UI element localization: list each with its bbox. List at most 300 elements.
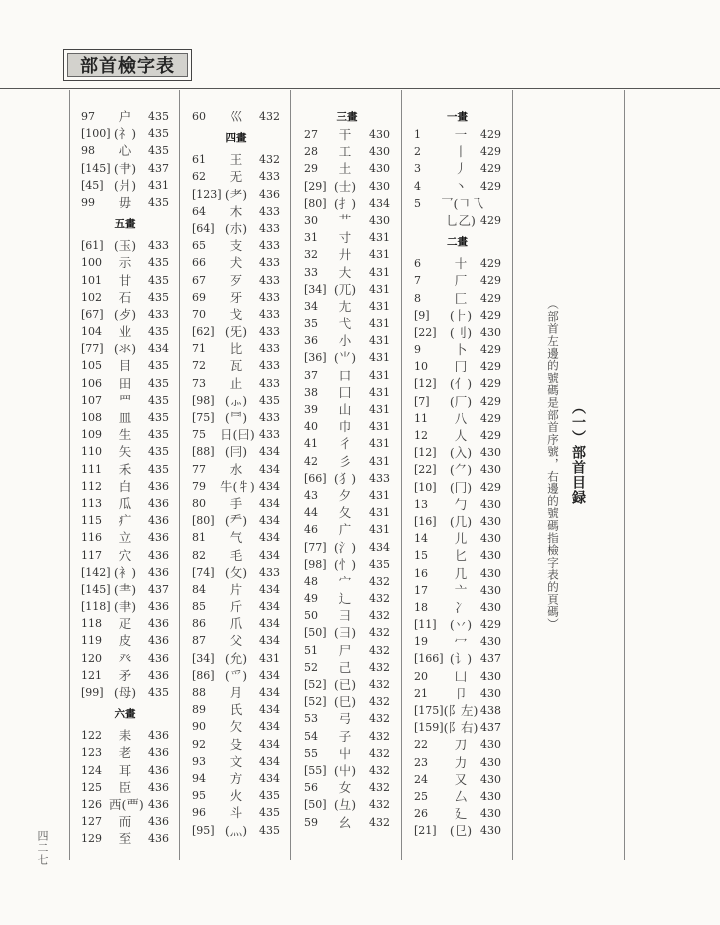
radical-entry [304, 418, 390, 435]
column-rule [69, 90, 70, 860]
radical-glyph: 卜 [454, 342, 468, 358]
page-reference: 436 [259, 187, 280, 201]
radical-glyph: 老 [118, 745, 132, 761]
radical-glyph: 十 [454, 256, 468, 272]
radical-glyph: 彐 [338, 608, 352, 624]
radical-entry [304, 126, 390, 143]
page-reference: 436 [148, 780, 169, 794]
page-reference: 432 [369, 678, 390, 691]
page-reference: 430 [480, 463, 501, 477]
radical-number: [123] [192, 187, 222, 201]
radical-number: 87 [192, 634, 206, 648]
radical-glyph: 甘 [118, 272, 132, 288]
radical-number: 117 [81, 548, 102, 562]
radical-glyph: 瓦 [229, 358, 243, 374]
radical-glyph: 业 [118, 324, 132, 340]
radical-entry [304, 332, 390, 349]
radical-entry [81, 744, 169, 761]
page-reference: 435 [148, 393, 169, 407]
radical-glyph: (玉) [113, 238, 137, 254]
radical-number: 64 [192, 204, 206, 218]
radical-entry [304, 229, 390, 246]
page-reference: 435 [148, 273, 169, 287]
radical-glyph: 疋 [118, 616, 132, 632]
page-reference: 430 [480, 824, 501, 838]
page-reference: 433 [259, 290, 280, 304]
radical-entry [192, 650, 280, 667]
radical-entry [81, 177, 169, 194]
page-reference: 429 [480, 618, 501, 632]
radical-entry [81, 409, 169, 426]
radical-entry [192, 108, 280, 125]
radical-number: 62 [192, 170, 206, 184]
radical-entry [192, 220, 280, 237]
radical-glyph: 尸 [338, 642, 352, 658]
radical-glyph: (阝右) [443, 720, 479, 736]
radical-entry [304, 573, 390, 590]
page-reference: 435 [148, 256, 169, 270]
radical-entry [192, 443, 280, 460]
radical-entry [304, 178, 390, 195]
page-reference: 434 [259, 617, 280, 631]
radical-entry [414, 272, 501, 289]
radical-glyph: (礻) [113, 126, 137, 142]
radical-number: [36] [304, 351, 327, 365]
radical-entry [192, 718, 280, 735]
radical-entry [81, 779, 169, 796]
radical-glyph: 毛 [229, 547, 243, 563]
radical-number: 126 [81, 797, 102, 811]
page-reference: 433 [259, 273, 280, 287]
radical-glyph: 歹 [229, 272, 243, 288]
radical-number: 2 [414, 145, 421, 159]
radical-glyph: 文 [229, 753, 243, 769]
radical-glyph: 至 [118, 831, 132, 847]
page-reference: 432 [369, 781, 390, 795]
radical-entry [81, 650, 169, 667]
radical-glyph: 皮 [118, 633, 132, 649]
radical-number: [75] [192, 411, 215, 424]
radical-entry [304, 607, 390, 624]
radical-entry [414, 307, 501, 324]
radical-number: 18 [414, 600, 428, 614]
radical-glyph: 囗 [338, 384, 352, 400]
radical-entry [192, 289, 280, 306]
radical-entry [304, 384, 390, 401]
radical-entry [304, 676, 390, 693]
radical-number: 43 [304, 488, 318, 502]
radical-entry [81, 443, 169, 460]
page-reference: 432 [369, 798, 390, 812]
radical-number: 106 [81, 376, 102, 390]
page-reference: 430 [480, 807, 501, 821]
radical-number: [74] [192, 565, 215, 579]
radical-number: [50] [304, 626, 327, 640]
radical-number: 109 [81, 428, 102, 442]
radical-number: [10] [414, 480, 437, 494]
radical-number: 53 [304, 712, 318, 726]
radical-glyph: 丨 [454, 144, 468, 160]
radical-glyph: 木 [229, 203, 243, 219]
radical-entry [414, 195, 501, 212]
radical-glyph: 屮 [338, 745, 352, 761]
page-reference: 434 [259, 703, 280, 717]
radical-entry [414, 547, 501, 564]
page-reference: 436 [148, 531, 169, 545]
page-reference: 433 [259, 376, 280, 390]
radical-glyph: 辶 [338, 591, 352, 607]
radical-number: 34 [304, 299, 318, 313]
radical-glyph: 臣 [118, 779, 132, 795]
page-reference: 433 [259, 565, 280, 579]
radical-number: [61] [81, 239, 104, 253]
page-reference: 433 [259, 428, 280, 442]
radical-number: [66] [304, 471, 327, 485]
radical-number: [175] [414, 704, 444, 717]
radical-glyph: 父 [229, 633, 243, 649]
radical-glyph: 亠 [454, 582, 468, 598]
radical-number: [77] [81, 342, 104, 356]
radical-glyph: 丶 [454, 178, 468, 194]
radical-entry [304, 504, 390, 521]
index-column-5 [81, 108, 169, 848]
radical-entry [414, 685, 501, 702]
page-reference: 435 [148, 686, 169, 699]
radical-glyph: (犭) [333, 470, 357, 486]
page-reference: 431 [369, 403, 390, 416]
radical-number: 121 [81, 668, 102, 682]
radical-glyph: 而 [118, 814, 132, 830]
radical-number: 85 [192, 600, 206, 614]
radical-number: 11 [414, 411, 428, 425]
page-reference: 431 [369, 265, 390, 279]
radical-glyph: (讠) [449, 651, 473, 667]
radical-entry [81, 478, 169, 495]
index-column-4 [192, 108, 280, 839]
radical-glyph: 牙 [229, 289, 243, 305]
radical-number: 70 [192, 307, 206, 321]
radical-glyph: 乛(𠃍乁 [441, 195, 484, 211]
radical-entry [192, 736, 280, 753]
page-reference: 437 [480, 652, 501, 666]
radical-number: 9 [414, 343, 421, 357]
radical-entry [414, 496, 501, 513]
radical-glyph: 殳 [229, 736, 243, 752]
radical-entry [192, 787, 280, 804]
radical-glyph: 穴 [118, 547, 132, 563]
radical-glyph: (屮) [333, 762, 357, 778]
radical-entry [192, 684, 280, 701]
radical-glyph: 气 [229, 530, 243, 546]
page-reference: 431 [369, 248, 390, 262]
radical-entry [81, 529, 169, 546]
index-column-3 [304, 108, 390, 831]
radical-number: 12 [414, 429, 428, 442]
radical-number: 56 [304, 781, 318, 795]
radical-number: [80] [304, 196, 327, 210]
radical-glyph: 王 [229, 152, 243, 168]
page-reference: 431 [369, 282, 390, 296]
radical-glyph: 大 [338, 264, 352, 280]
page-reference: 436 [148, 617, 169, 631]
page-reference: 432 [369, 609, 390, 623]
radical-number: 13 [414, 497, 428, 511]
radical-entry [304, 814, 390, 831]
radical-entry [304, 659, 390, 676]
radical-entry [414, 771, 501, 788]
radical-entry [192, 306, 280, 323]
radical-entry [414, 461, 501, 478]
radical-number: 94 [192, 771, 206, 785]
radical-number: 48 [304, 574, 318, 588]
radical-number: 129 [81, 832, 102, 846]
radical-entry [81, 357, 169, 374]
radical-number: 96 [192, 806, 206, 820]
radical-entry [304, 298, 390, 315]
page-reference: 435 [148, 127, 169, 141]
page-reference: 435 [148, 144, 169, 158]
radical-entry [192, 804, 280, 821]
page-reference: 430 [480, 600, 501, 614]
radical-number: [55] [304, 763, 327, 777]
radical-glyph: (㔾) [449, 823, 473, 839]
radical-glyph: (冃) [224, 444, 248, 460]
column-rule [512, 90, 513, 860]
radical-number: [22] [414, 325, 437, 339]
radical-number: 42 [304, 454, 318, 468]
radical-number: 116 [81, 531, 102, 545]
page-reference: 436 [148, 763, 169, 777]
radical-entry [414, 736, 501, 753]
radical-glyph: (旡) [224, 324, 248, 340]
radical-entry [192, 615, 280, 632]
radical-entry [414, 290, 501, 307]
radical-number: [118] [81, 600, 111, 614]
radical-glyph: 欠 [229, 719, 243, 735]
radical-number: 72 [192, 359, 206, 373]
radical-entry [414, 805, 501, 822]
section-title: （一）部首目録 [570, 400, 586, 505]
radical-entry [81, 495, 169, 512]
radical-glyph: 白 [118, 478, 132, 494]
radical-entry [304, 693, 390, 710]
radical-glyph: 廴 [454, 806, 468, 822]
page-reference: 434 [259, 531, 280, 545]
radical-entry [304, 143, 390, 160]
radical-number: 6 [414, 257, 421, 271]
radical-entry [414, 427, 501, 444]
stroke-count-heading: 一畫 [447, 111, 468, 123]
radical-entry [81, 598, 169, 615]
page-reference: 429 [480, 213, 501, 227]
radical-number: 89 [192, 703, 206, 717]
radical-entry [304, 796, 390, 813]
radical-entry [414, 668, 501, 685]
page-reference: 430 [480, 446, 501, 460]
radical-glyph: (龵) [224, 513, 248, 529]
page-reference: 432 [259, 110, 280, 123]
radical-glyph: (⺌) [333, 350, 357, 366]
page-reference: 434 [259, 737, 280, 751]
radical-number: 118 [81, 617, 102, 631]
page-reference: 431 [259, 651, 280, 665]
radical-glyph: 一 [454, 127, 468, 142]
radical-glyph: 无 [229, 169, 243, 185]
page-reference: 434 [259, 754, 280, 768]
radical-number: [98] [192, 393, 215, 407]
radical-number: 66 [192, 256, 206, 270]
radical-entry [81, 684, 169, 701]
page-reference: 435 [148, 411, 169, 424]
radical-number: [16] [414, 514, 437, 528]
radical-number: [142] [81, 565, 111, 579]
radical-glyph: (⺻) [113, 581, 137, 597]
radical-entry [304, 246, 390, 263]
radical-number: 29 [304, 162, 318, 176]
radical-number: 125 [81, 780, 102, 794]
page-reference: 434 [148, 342, 169, 356]
radical-glyph: (扌) [333, 195, 357, 211]
radical-entry [81, 667, 169, 684]
radical-glyph: 巛 [229, 109, 243, 124]
radical-entry [192, 375, 280, 392]
radical-entry [304, 710, 390, 727]
radical-entry [81, 615, 169, 632]
radical-entry [81, 512, 169, 529]
radical-glyph: 廾 [338, 247, 352, 263]
radical-entry [414, 160, 501, 177]
page-reference: 429 [480, 308, 501, 322]
radical-entry [81, 830, 169, 847]
radical-glyph: 目 [118, 358, 132, 374]
radical-glyph: 宀 [338, 573, 352, 589]
radical-glyph: (⺜) [224, 410, 248, 425]
radical-glyph: 爪 [229, 616, 243, 632]
page-reference: 434 [259, 548, 280, 562]
radical-number: [52] [304, 695, 327, 709]
page-reference: 431 [369, 420, 390, 434]
radical-number: [98] [304, 557, 327, 571]
radical-number: [29] [304, 179, 327, 193]
radical-number: 60 [192, 110, 206, 123]
stroke-count-heading: 二畫 [447, 236, 468, 249]
radical-entry [81, 272, 169, 289]
radical-glyph: 皿 [118, 410, 132, 425]
radical-glyph: 彳 [338, 436, 352, 452]
page-reference: 430 [369, 162, 390, 176]
radical-glyph: 瓜 [118, 495, 132, 511]
radical-glyph: 斗 [229, 805, 243, 821]
page-reference: 430 [480, 772, 501, 786]
radical-glyph: (灬) [224, 822, 248, 838]
radical-entry [81, 762, 169, 779]
radical-entry [414, 444, 501, 461]
page-reference: 434 [259, 600, 280, 614]
radical-glyph: (巳) [333, 694, 357, 710]
radical-number: 102 [81, 290, 102, 304]
page-reference: 434 [259, 720, 280, 734]
page-reference: 429 [480, 274, 501, 288]
radical-glyph: 冫 [454, 599, 468, 615]
page-reference: 434 [259, 445, 280, 459]
radical-glyph: 勹 [454, 496, 468, 512]
radical-entry [304, 435, 390, 452]
radical-glyph: 几 [454, 565, 468, 581]
radical-entry [304, 590, 390, 607]
page-reference: 431 [369, 334, 390, 348]
radical-entry [81, 289, 169, 306]
radical-entry [414, 788, 501, 805]
radical-number: 39 [304, 403, 318, 416]
page-reference: 436 [148, 729, 169, 743]
radical-entry [304, 160, 390, 177]
radical-number: 73 [192, 376, 206, 390]
radical-number: 44 [304, 506, 318, 520]
radical-number: 46 [304, 523, 318, 537]
column-rule [179, 90, 180, 860]
radical-number: 24 [414, 772, 428, 786]
page-number: 四二七 [36, 830, 49, 866]
radical-glyph: (爿) [113, 177, 137, 193]
radical-glyph: 斤 [229, 599, 243, 615]
radical-number: 93 [192, 754, 206, 768]
page-reference: 436 [148, 479, 169, 493]
radical-entry [192, 409, 280, 426]
radical-entry [304, 367, 390, 384]
radical-number: [100] [81, 127, 111, 141]
radical-entry [414, 178, 501, 195]
page-reference: 430 [480, 669, 501, 683]
radical-entry [414, 410, 501, 427]
page-reference: 433 [259, 411, 280, 424]
page-reference: 429 [480, 394, 501, 408]
page-reference: 432 [369, 660, 390, 674]
page-reference: 436 [148, 815, 169, 829]
page-reference: 435 [148, 445, 169, 459]
page-reference: 435 [148, 376, 169, 390]
radical-number: 30 [304, 213, 318, 227]
radical-entry [192, 770, 280, 787]
radical-number: 7 [414, 274, 421, 288]
radical-glyph: (允) [224, 650, 248, 666]
radical-number: 55 [304, 746, 318, 760]
page-reference: 436 [148, 548, 169, 562]
radical-glyph: 巾 [338, 419, 352, 435]
page-reference: 434 [259, 582, 280, 596]
radical-number: [12] [414, 377, 437, 391]
radical-number: 23 [414, 755, 428, 769]
radical-entry [192, 753, 280, 770]
radical-entry [414, 126, 501, 143]
radical-entry [81, 323, 169, 340]
page-reference: 431 [369, 351, 390, 365]
radical-glyph: 工 [338, 144, 352, 160]
radical-entry [81, 375, 169, 392]
radical-number: [99] [81, 686, 104, 699]
page-reference: 430 [480, 738, 501, 752]
radical-number: 5 [414, 196, 421, 210]
radical-glyph: 手 [229, 495, 243, 511]
radical-entry [304, 779, 390, 796]
stroke-count-heading: 四畫 [225, 132, 247, 145]
radical-glyph: 又 [454, 771, 468, 787]
page-reference: 436 [148, 832, 169, 846]
radical-entry [81, 392, 169, 409]
radical-number: 17 [414, 583, 428, 597]
radical-glyph: (氵) [333, 539, 357, 555]
page-reference: 435 [148, 428, 169, 442]
radical-number: 75 [192, 428, 206, 442]
